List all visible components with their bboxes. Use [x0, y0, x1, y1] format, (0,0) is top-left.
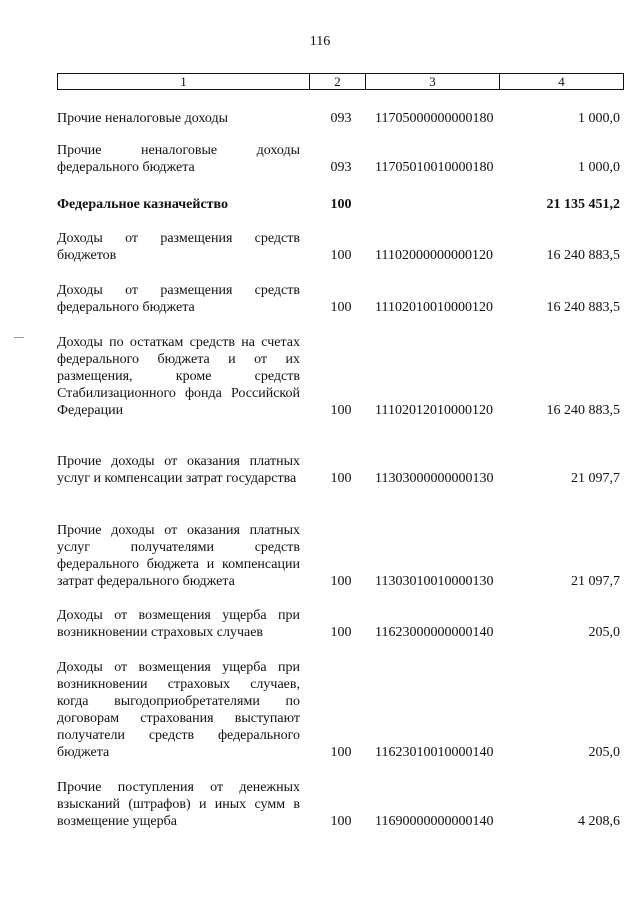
margin-mark [14, 337, 24, 338]
row-amount: 205,0 [588, 745, 620, 760]
table-row [57, 196, 624, 213]
row-amount: 21 135 451,2 [546, 197, 620, 212]
row-code: 100 [330, 625, 352, 640]
row-amount: 16 240 883,5 [546, 403, 620, 418]
row-code: 100 [330, 471, 352, 486]
row-code: 100 [330, 248, 352, 263]
row-kbk: 11623010010000140 [375, 745, 494, 760]
row-amount: 205,0 [588, 625, 620, 640]
row-name: Прочие неналоговые доходы [57, 111, 229, 126]
row-kbk: 11705000000000180 [375, 111, 494, 126]
column-header-row [57, 73, 624, 90]
column-header-2: 2 [310, 74, 366, 89]
row-code: 100 [330, 574, 352, 589]
row-name: Прочие поступления от денежных взысканий (штрафов) и иных сумм в возмещение ущерба [57, 780, 300, 829]
row-code: 093 [330, 160, 352, 175]
row-amount: 1 000,0 [578, 160, 620, 175]
row-name: Прочие доходы от оказания платных услуг получателями средств федерального бюджета и компенсации затрат федерального бюджета [57, 523, 300, 589]
column-header-1: 1 [58, 74, 310, 89]
row-amount: 21 097,7 [571, 471, 620, 486]
table-row [57, 110, 624, 127]
table-row [57, 282, 624, 316]
row-kbk: 11303010010000130 [375, 574, 494, 589]
row-kbk: 11705010010000180 [375, 160, 494, 175]
table-row [57, 230, 624, 264]
table-row [57, 505, 624, 590]
row-name: Доходы от размещения средств федерального бюджета [57, 283, 300, 315]
table-row [57, 659, 624, 761]
column-header-4: 4 [558, 74, 565, 89]
table-row [57, 334, 624, 419]
row-amount: 1 000,0 [578, 111, 620, 126]
row-name: Прочие неналоговые доходы федерального бюджета [57, 143, 300, 175]
table-row [57, 779, 624, 830]
row-code: 100 [330, 197, 352, 212]
row-code: 100 [330, 814, 352, 829]
row-kbk: 11303000000000130 [375, 471, 494, 486]
row-amount: 16 240 883,5 [546, 248, 620, 263]
column-header-3: 3 [366, 74, 500, 89]
row-kbk: 11623000000000140 [375, 625, 494, 640]
row-amount: 16 240 883,5 [546, 300, 620, 315]
page-number: 116 [309, 34, 331, 49]
row-code: 100 [330, 403, 352, 418]
row-amount: 4 208,6 [578, 814, 620, 829]
row-kbk: 11102000000000120 [375, 248, 493, 263]
row-amount: 21 097,7 [571, 574, 620, 589]
row-name: Доходы от возмещения ущерба при возникновении страховых случаев [57, 608, 300, 640]
row-code: 100 [330, 300, 352, 315]
row-name: Доходы от размещения средств бюджетов [57, 231, 300, 263]
row-name: Федеральное казначейство [57, 197, 229, 212]
table-row [57, 436, 624, 487]
row-name: Прочие доходы от оказания платных услуг и компенсации затрат государства [57, 454, 300, 486]
table-row [57, 607, 624, 641]
row-kbk: 11690000000000140 [375, 814, 494, 829]
row-code: 100 [330, 745, 352, 760]
row-name: Доходы от возмещения ущерба при возникновении страховых случаев, когда выгодоприобретателями по договорам страхования выступают получатели средств федерального бюджета [57, 660, 300, 760]
row-name: Доходы по остаткам средств на счетах федерального бюджета и от их размещения, кроме средств Стабилизационного фонда Российской Федерации [57, 335, 300, 418]
row-code: 093 [330, 111, 352, 126]
row-kbk: 11102012010000120 [375, 403, 493, 418]
row-kbk: 11102010010000120 [375, 300, 493, 315]
table-row [57, 142, 624, 176]
